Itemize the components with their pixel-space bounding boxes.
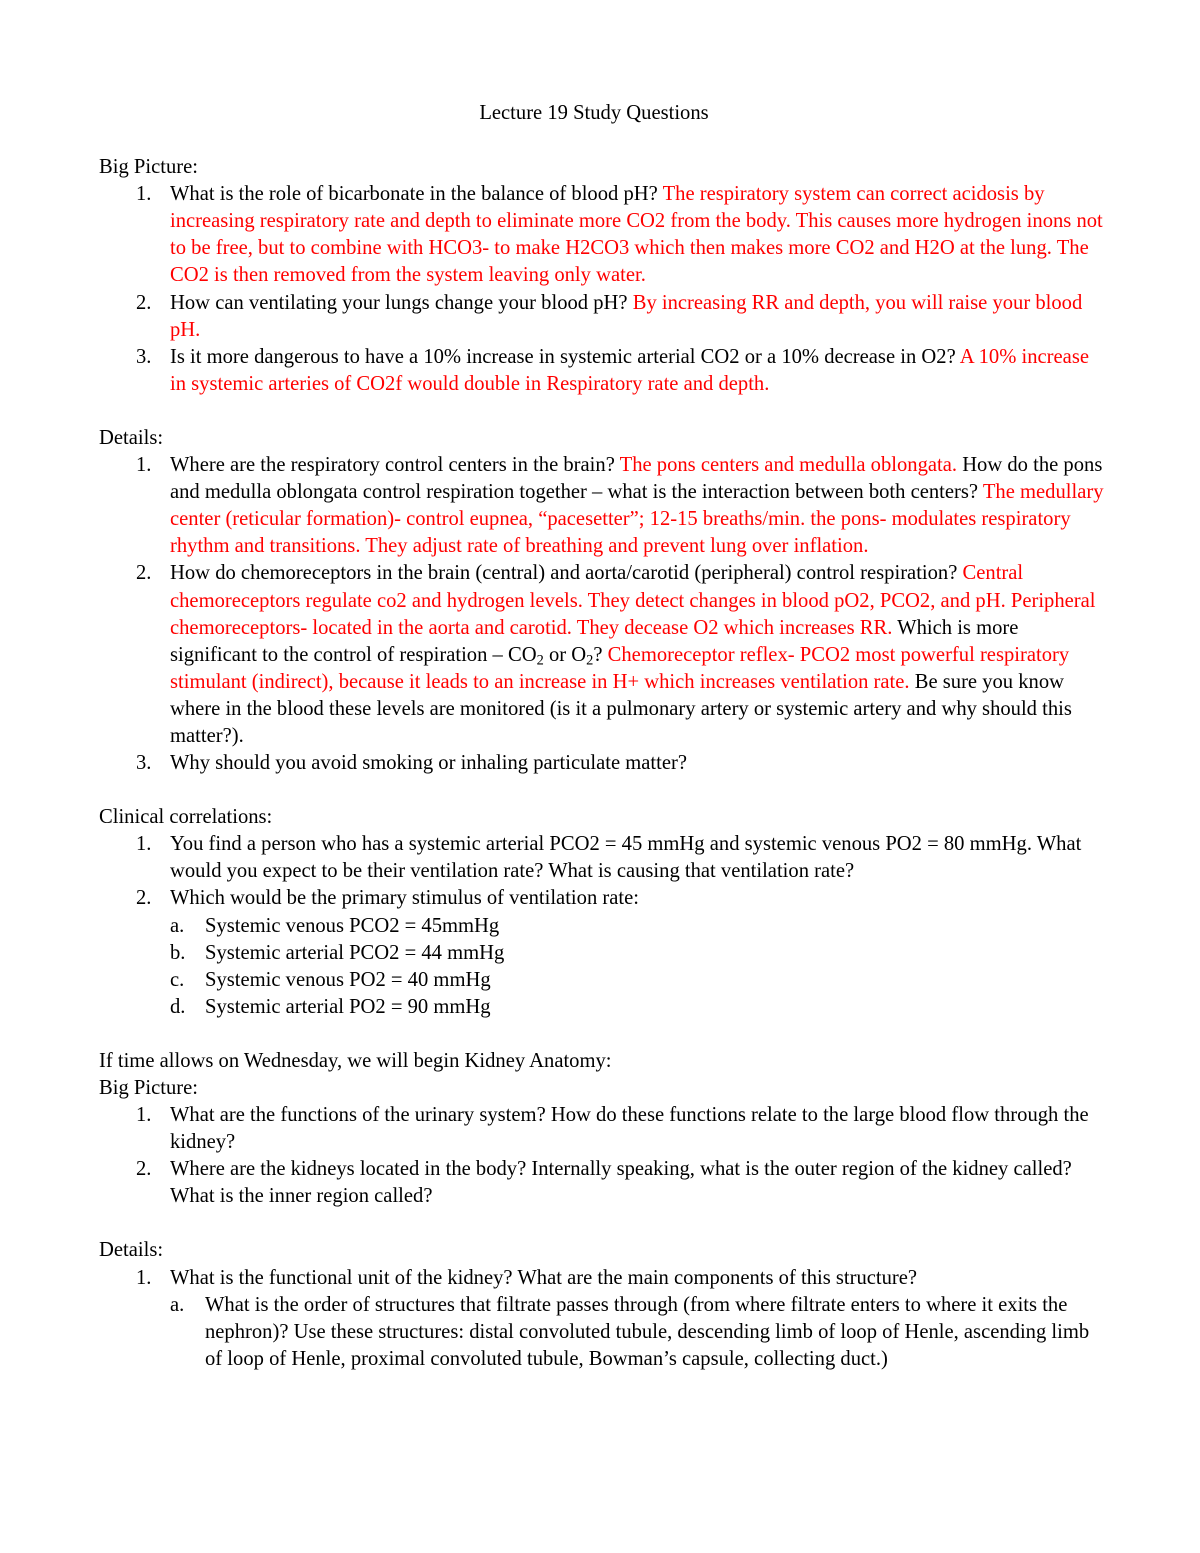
question-text: Is it more dangerous to have a 10% increase in systemic arterial CO2 or a 10% decrease in O2? — [170, 345, 956, 368]
option-item — [170, 994, 1109, 1021]
option-letter: a. — [170, 914, 185, 937]
list-number: 2. — [136, 562, 152, 585]
page-title: Lecture 19 Study Questions — [479, 102, 709, 124]
spacer — [99, 1210, 1109, 1237]
list-number: 3. — [136, 345, 152, 368]
question-text: You find a person who has a systemic arterial PCO2 = 45 mmHg and systemic venous PO2 = 80 mmHg. What would you expect to be their ventilation rate? What is causing that ventilation rate? — [170, 833, 1082, 883]
question-item — [99, 344, 1109, 398]
answer-text: By increasing RR and depth, you will raise your blood pH. — [170, 291, 1083, 341]
question-text: What are the functions of the urinary system? How do these functions relate to the large blood flow through the kidney? — [170, 1104, 1089, 1154]
list-number: 2. — [136, 1158, 152, 1181]
document-page — [99, 100, 1109, 1373]
question-item — [99, 290, 1109, 344]
spacer — [99, 1021, 1109, 1048]
option-letter: d. — [170, 995, 186, 1018]
option-letter: c. — [170, 968, 185, 991]
kidney-big-picture-list — [99, 1102, 1109, 1210]
list-number: 1. — [136, 454, 152, 477]
answer-text: The respiratory system can correct acidosis by increasing respiratory rate and depth to eliminate more CO2 from the body. This causes more hydrogen inons not to be free, but to combine with HCO3- to make H2CO3 which then makes more CO2 and H2O at the lung. The CO2 is then removed from the system leaving only water. — [170, 183, 1103, 287]
option-list — [170, 913, 1109, 1021]
option-text: Systemic venous PO2 = 40 mmHg — [205, 968, 491, 991]
answer-text: The pons centers and medulla oblongata. — [619, 454, 958, 477]
question-text: What is the role of bicarbonate in the balance of blood pH? — [170, 183, 658, 206]
question-text: Where are the respiratory control centers in the brain? — [170, 454, 615, 477]
option-letter: b. — [170, 941, 186, 964]
list-number: 1. — [136, 183, 152, 206]
question-item — [99, 452, 1109, 560]
list-number: 2. — [136, 291, 152, 314]
question-text: Why should you avoid smoking or inhaling particulate matter? — [170, 752, 688, 775]
list-number: 3. — [136, 752, 152, 775]
question-item — [99, 181, 1109, 289]
kidney-intro-text: If time allows on Wednesday, we will begin Kidney Anatomy: — [99, 1049, 612, 1072]
answer-text: Central chemoreceptors regulate co2 and hydrogen levels. They detect changes in blood pO2, PCO2, and pH. Peripheral chemoreceptors- located in the aorta and carotid. They decease O2 which increases RR. — [170, 562, 1096, 639]
question-text: How can ventilating your lungs change your blood pH? — [170, 291, 628, 314]
list-number: 1. — [136, 1104, 152, 1127]
question-item — [99, 1102, 1109, 1156]
section-heading-clinical-correlations: Clinical correlations: — [99, 806, 273, 829]
option-item — [170, 913, 1109, 940]
question-item — [99, 560, 1109, 750]
question-text: How do the pons and medulla oblongata control respiration together – what is the interaction between both centers? — [170, 454, 1103, 504]
question-text: Which would be the primary stimulus of ventilation rate: — [170, 887, 639, 910]
option-text: Systemic arterial PCO2 = 44 mmHg — [205, 941, 505, 964]
question-text: Where are the kidneys located in the body? Internally speaking, what is the outer region of the kidney called? What is the inner region called? — [170, 1158, 1072, 1208]
answer-text: Chemoreceptor reflex- PCO2 most powerful respiratory stimulant (indirect), because it leads to an increase in H+ which increases ventilation rate. — [170, 643, 1070, 693]
section-heading-big-picture: Big Picture: — [99, 156, 198, 179]
subscript: 2 — [536, 652, 544, 669]
details-question-list — [99, 452, 1109, 777]
option-text: Systemic arterial PO2 = 90 mmHg — [205, 995, 491, 1018]
question-item — [99, 1265, 1109, 1373]
kidney-details-list — [99, 1265, 1109, 1373]
question-text: What is the functional unit of the kidney? What are the main components of this structure? — [170, 1266, 918, 1289]
answer-text: A 10% increase in systemic arteries of CO2f would double in Respiratory rate and depth. — [170, 345, 1089, 395]
section-heading-details: Details: — [99, 426, 164, 449]
list-number: 1. — [136, 833, 152, 856]
sub-question-item — [170, 1292, 1109, 1373]
question-text-part: Which is more significant to the control of respiration – CO — [170, 616, 1019, 666]
question-text: Be sure you know where in the blood these levels are monitored (is it a pulmonary artery or systemic artery and why should this matter?). — [170, 670, 1072, 747]
list-number: 2. — [136, 887, 152, 910]
answer-text: The medullary center (reticular formation)- control eupnea, “pacesetter”; 12-15 breaths/min. the pons- modulates respiratory rhythm and transitions. They adjust rate of breathing and prevent lung over inflation. — [170, 481, 1104, 558]
option-letter: a. — [170, 1293, 185, 1316]
sub-question-list — [170, 1292, 1109, 1373]
option-item — [170, 967, 1109, 994]
option-text: Systemic venous PCO2 = 45mmHg — [205, 914, 500, 937]
section-heading-details-kidney: Details: — [99, 1239, 164, 1262]
subscript: 2 — [586, 652, 594, 669]
option-item — [170, 940, 1109, 967]
question-text: How do chemoreceptors in the brain (central) and aorta/carotid (peripheral) control respiration? — [170, 562, 958, 585]
spacer — [99, 398, 1109, 425]
question-item — [99, 831, 1109, 885]
question-text-part: or O — [543, 643, 587, 666]
spacer — [99, 777, 1109, 804]
question-item — [99, 1156, 1109, 1210]
section-heading-big-picture-kidney: Big Picture: — [99, 1077, 198, 1099]
big-picture-question-list — [99, 181, 1109, 398]
sub-question-text: What is the order of structures that filtrate passes through (from where filtrate enters to where it exits the nephron)? Use these structures: distal convoluted tubule, descending limb of loop of Henle, ascending limb of loop of Henle, proximal convoluted tubule, Bowman’s capsule, collecting duct.) — [205, 1293, 1090, 1370]
question-item — [99, 750, 1109, 777]
question-item — [99, 885, 1109, 1020]
question-text-part: ? — [593, 643, 603, 666]
list-number: 1. — [136, 1266, 152, 1289]
clinical-question-list — [99, 831, 1109, 1021]
